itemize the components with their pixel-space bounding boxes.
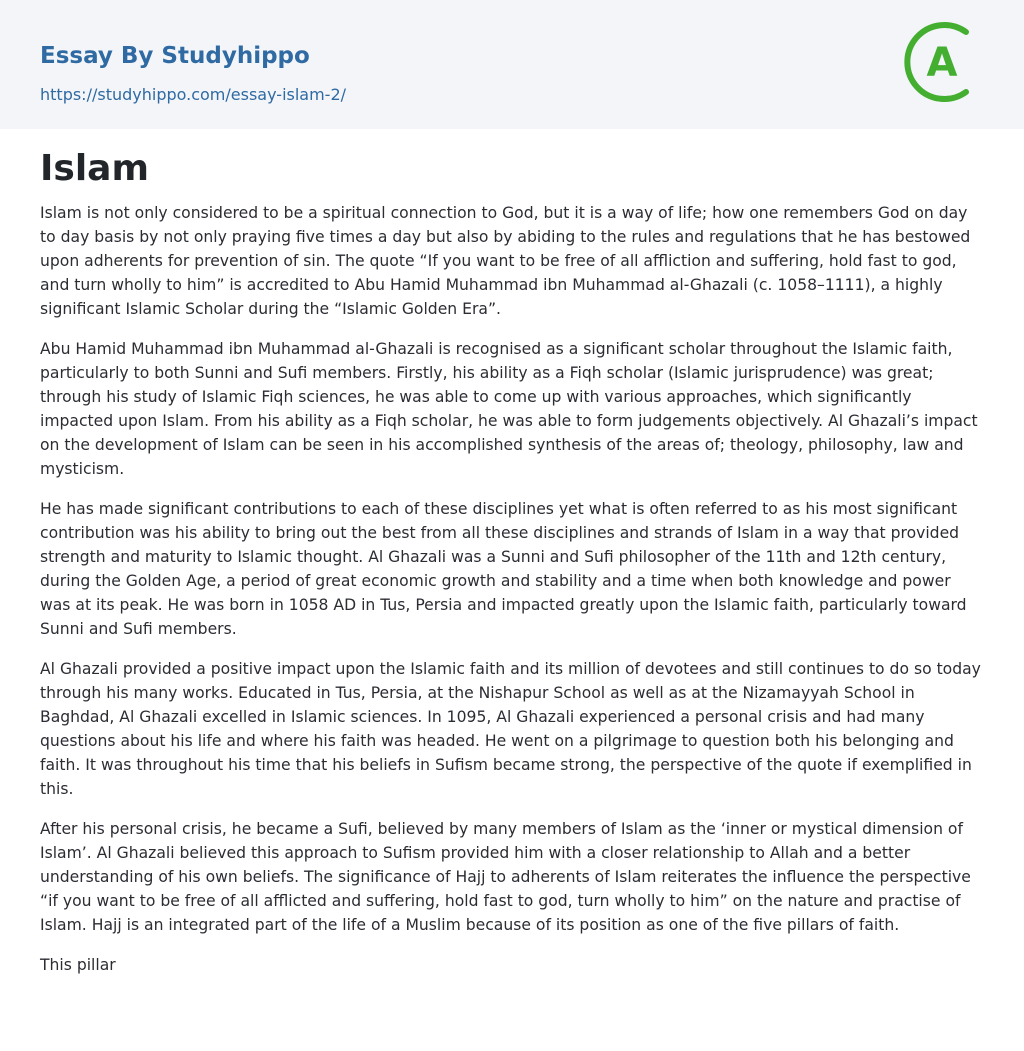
essay-paragraph: Islam is not only considered to be a spiritual connection to God, but it is a way of life; how one remembers God on day to day basis by not only praying five times a day but also by abiding to the rules and regulations that he has bestowed upon adherents for prevention of sin. The quote “If you want to be free of all affliction and suffering, hold fast to god, and turn wholly to him” is accredited to Abu Hamid Muhammad ibn Muhammad al-Ghazali (c. 1058–1111), a highly significant Islamic Scholar during the “Islamic Golden Era”. [40, 204, 971, 318]
essay-title: Islam [40, 148, 149, 189]
essay-paragraph: Al Ghazali provided a positive impact upon the Islamic faith and its million of devotees and still continues to do so today through his many works. Educated in Tus, Persia, at the Nishapur School as well as at the Nizamayyah School in Baghdad, Al Ghazali excelled in Islamic sciences. In 1095, Al Ghazali experienced a personal crisis and had many questions about his life and where his faith was headed. He went on a pilgrimage to question both his belonging and faith. It was throughout his time that his beliefs in Sufism became strong, the perspective of the quote if exemplified in this. [40, 660, 981, 798]
studyhippo-logo-icon[interactable] [900, 20, 984, 104]
essay-paragraph: After his personal crisis, he became a Sufi, believed by many members of Islam as the ‘inner or mystical dimension of Islam’. Al Ghazali believed this approach to Sufism provided him with a closer relationship to Allah and a better understanding of his own beliefs. The significance of Hajj to adherents of Islam reiterates the influence the perspective “if you want to be free of all afflicted and suffering, hold fast to god, turn wholly to him” on the nature and practise of Islam. Hajj is an integrated part of the life of a Muslim because of its position as one of the five pillars of faith. [40, 820, 971, 934]
essay-content [0, 129, 1024, 977]
brand-title: Essay By Studyhippo [40, 43, 310, 69]
site-header [0, 0, 1024, 129]
essay-paragraph: Abu Hamid Muhammad ibn Muhammad al-Ghazali is recognised as a significant scholar throughout the Islamic faith, particularly to both Sunni and Sufi members. Firstly, his ability as a Fiqh scholar (Islamic jurisprudence) was great; through his study of Islamic Fiqh sciences, he was able to come up with various approaches, which significantly impacted upon Islam. From his ability as a Fiqh scholar, he was able to form judgements objectively. Al Ghazali’s impact on the development of Islam can be seen in his accomplished synthesis of the areas of; theology, philosophy, law and mysticism. [40, 340, 978, 478]
logo-letter: A [926, 40, 958, 86]
essay-paragraph: He has made significant contributions to each of these disciplines yet what is often referred to as his most significant contribution was his ability to bring out the best from all these disciplines and strands of Islam in a way that provided strength and maturity to Islamic thought. Al Ghazali was a Sunni and Sufi philosopher of the 11th and 12th century, during the Golden Age, a period of great economic growth and stability and a time when both knowledge and power was at its peak. He was born in 1058 AD in Tus, Persia and impacted greatly upon the Islamic faith, particularly toward Sunni and Sufi members. [40, 500, 967, 638]
essay-paragraph: This pillar [40, 956, 116, 974]
essay-url-link[interactable]: https://studyhippo.com/essay-islam-2/ [40, 85, 347, 104]
